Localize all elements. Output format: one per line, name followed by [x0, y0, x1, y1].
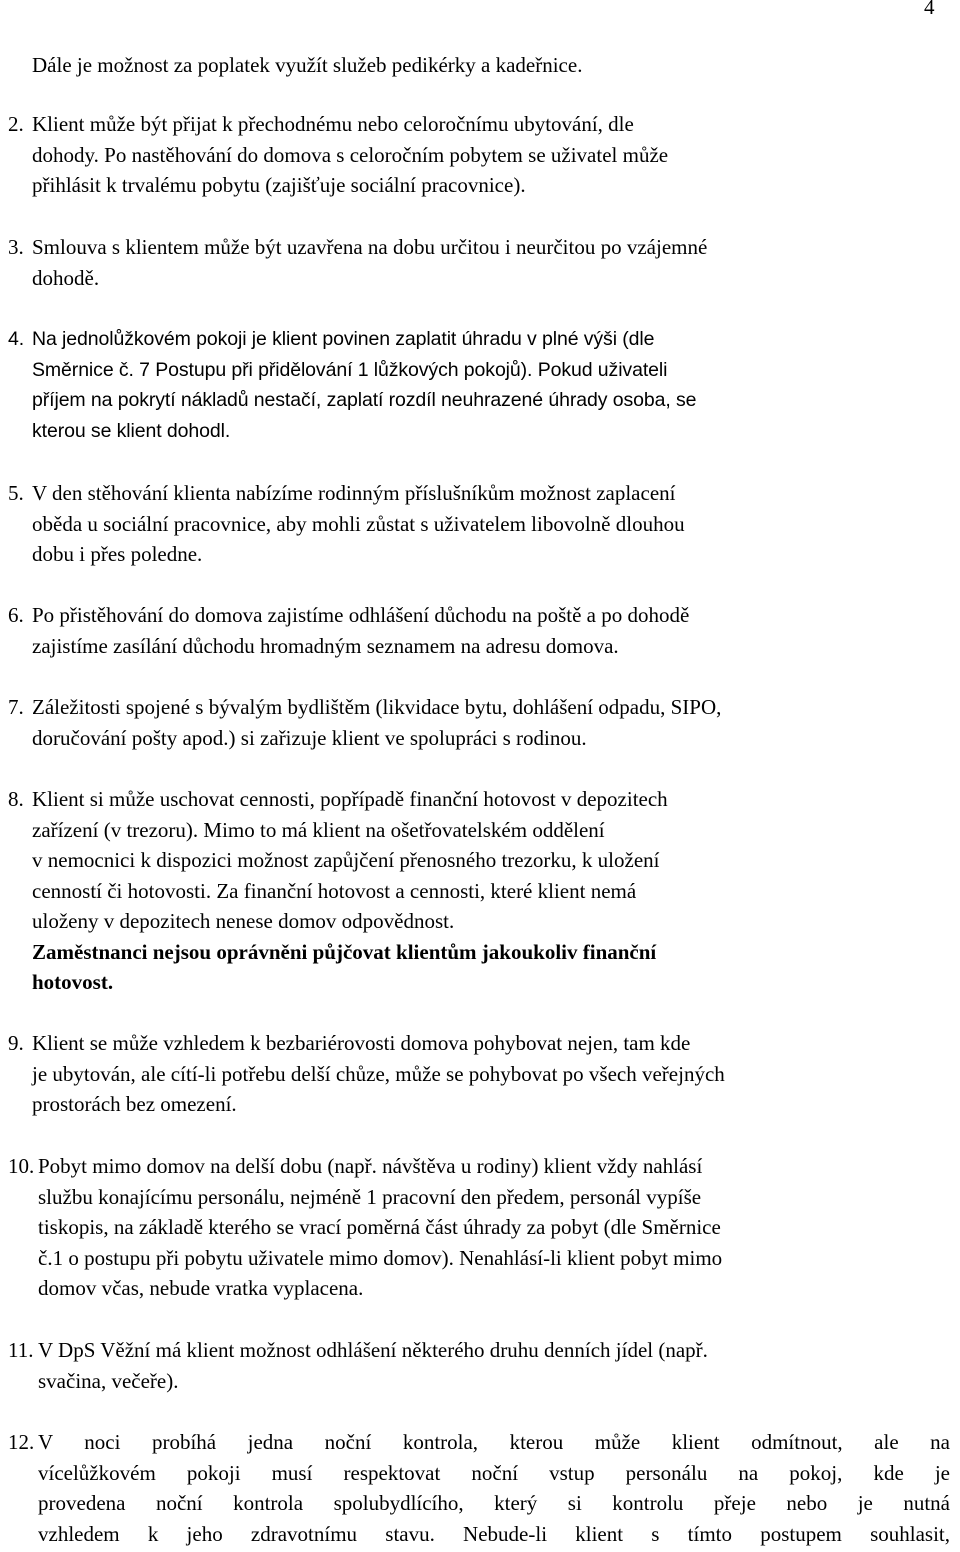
text-line: Pobyt mimo domov na delší dobu (např. návštěva u rodiny) klient vždy nahlásí: [38, 1154, 703, 1178]
item-number: 3.: [8, 235, 24, 259]
text-line: je ubytován, ale cítí-li potřebu delší chůze, může se pohybovat po všech veřejných: [32, 1061, 725, 1086]
item-text: [32, 1028, 950, 1120]
item-number: 8.: [8, 787, 24, 811]
text-line: oběda u sociální pracovnice, aby mohli zůstat s uživatelem libovolně dlouhou: [32, 511, 685, 536]
list-item-7: [8, 692, 950, 753]
item-text: [32, 692, 950, 753]
item-number: 5.: [8, 481, 24, 505]
list-item-4: [8, 324, 950, 446]
item-number: 12.: [8, 1430, 35, 1454]
page-number: 4: [924, 0, 935, 19]
text-line: svačina, večeře).: [38, 1368, 179, 1393]
text-line: vzhledem k jeho zdravotnímu stavu. Nebude-li klient s tímto postupem souhlasit,: [38, 1521, 950, 1546]
text-line: vícelůžkovém pokoji musí respektovat noční vstup personálu na pokoj, kde je: [38, 1460, 950, 1485]
item-text: [38, 1151, 950, 1304]
item-number: 11.: [8, 1338, 34, 1362]
list-item-10: [8, 1151, 950, 1304]
text-line: Klient může být přijat k přechodnému nebo celoročnímu ubytování, dle: [32, 112, 634, 136]
text-line: Smlouva s klientem může být uzavřena na dobu určitou i neurčitou po vzájemné: [32, 235, 708, 259]
list-item-11: [8, 1335, 950, 1396]
text-line: Směrnice č. 7 Postupu při přidělování 1 lůžkových pokojů). Pokud uživateli: [32, 358, 668, 381]
text-line: přihlásit k trvalému pobytu (zajišťuje sociální pracovnice).: [32, 173, 526, 197]
text-line: V noci probíhá jedna noční kontrola, kterou může klient odmítnout, ale na: [38, 1430, 950, 1454]
item-number: 6.: [8, 603, 24, 627]
bold-notice-line: Zaměstnanci nejsou oprávněni půjčovat klientům jakoukoliv finanční: [32, 939, 657, 964]
text-line: Na jednolůžkovém pokoji je klient povinen zaplatit úhradu v plné výši (dle: [32, 328, 655, 350]
text-line: cenností či hotovosti. Za finanční hotovost a cennosti, které klient nemá: [32, 878, 637, 903]
text-line: doručování pošty apod.) si zařizuje klient ve spolupráci s rodinou.: [32, 725, 587, 750]
text-line: kterou se klient dohodl.: [32, 419, 231, 442]
text-line: uloženy v depozitech nenese domov odpovědnost.: [32, 909, 455, 933]
item-number: 7.: [8, 695, 24, 719]
item-number: 9.: [8, 1031, 24, 1055]
item-text: [32, 324, 950, 446]
text-line: službu konajícímu personálu, nejméně 1 pracovní den předem, personál vypíše: [38, 1184, 702, 1209]
item-text: [38, 1335, 950, 1396]
text-line: provedena noční kontrola spolubydlícího, který si kontrolu přeje nebo je nutná: [38, 1491, 950, 1515]
text-line: tiskopis, na základě kterého se vrací poměrná část úhrady za pobyt (dle Směrnice: [38, 1215, 721, 1239]
item-text: [32, 232, 950, 293]
text-line: v nemocnici k dispozici možnost zapůjčení přenosného trezorku, k uložení: [32, 848, 660, 872]
bold-notice-line: hotovost.: [32, 970, 114, 994]
text-line: V den stěhování klienta nabízíme rodinným příslušníkům možnost zaplacení: [32, 481, 676, 505]
list-item-9: [8, 1028, 950, 1120]
item-number: 4.: [8, 328, 25, 350]
item-text: [32, 109, 950, 201]
item-text: [32, 478, 950, 570]
text-line: č.1 o postupu při pobytu uživatele mimo domov). Nenahlásí-li klient pobyt mimo: [38, 1245, 723, 1270]
list-item-3: [8, 232, 950, 293]
text-line: Po přistěhování do domova zajistíme odhlášení důchodu na poště a po dohodě: [32, 603, 690, 627]
list-item-12: [8, 1427, 950, 1549]
item-number: 2.: [8, 112, 24, 136]
item-text: [32, 784, 950, 998]
text-line: Záležitosti spojené s bývalým bydlištěm (likvidace bytu, dohlášení odpadu, SIPO,: [32, 695, 722, 719]
list-item-2: [8, 109, 950, 201]
item-text: [32, 600, 950, 661]
text-line: V DpS Věžní má klient možnost odhlášení některého druhu denních jídel (např.: [38, 1338, 708, 1362]
text-line: příjem na pokrytí nákladů nestačí, zaplatí rozdíl neuhrazené úhrady osoba, se: [32, 389, 697, 411]
list-item-5: [8, 478, 950, 570]
text-line: dobu i přes poledne.: [32, 542, 203, 566]
item-text: [38, 1427, 950, 1549]
text-line: Klient si může uschovat cennosti, popřípadě finanční hotovost v depozitech: [32, 787, 668, 811]
text-line: dohodě.: [32, 265, 100, 290]
text-line: prostorách bez omezení.: [32, 1092, 237, 1116]
text-line: zařízení (v trezoru). Mimo to má klient na ošetřovatelském oddělení: [32, 817, 605, 842]
list-item-8: [8, 784, 950, 998]
list-item-6: [8, 600, 950, 661]
text-line: domov včas, nebude vratka vyplacena.: [38, 1276, 364, 1300]
item-number: 10.: [8, 1154, 35, 1178]
text-line: Klient se může vzhledem k bezbariérovosti domova pohybovat nejen, tam kde: [32, 1031, 691, 1055]
text-line: zajistíme zasílání důchodu hromadným seznamem na adresu domova.: [32, 633, 619, 658]
text-line: dohody. Po nastěhování do domova s celoročním pobytem se uživatel může: [32, 142, 669, 167]
intro-paragraph: Dále je možnost za poplatek využít služeb pedikérky a kadeřnice.: [32, 53, 583, 77]
